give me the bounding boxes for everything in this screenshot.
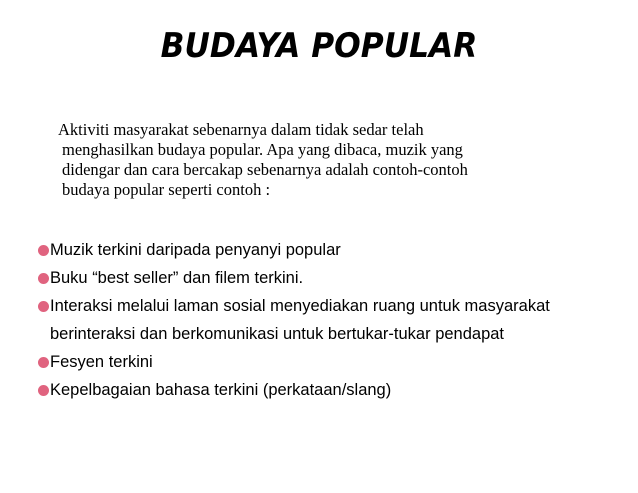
list-item-continuation: [36, 320, 636, 348]
slide-title: BUDAYA POPULAR: [160, 26, 478, 66]
bullet-dot-icon: [38, 301, 49, 312]
list-item: [36, 348, 636, 376]
intro-line: budaya popular seperti contoh :: [62, 180, 271, 199]
list-item-text: Fesyen terkini: [50, 353, 153, 371]
list-item-text: Muzik terkini daripada penyanyi popular: [50, 241, 341, 259]
list-item-text: Interaksi melalui laman sosial menyediakan ruang untuk masyarakat: [50, 297, 550, 315]
bullet-list: [36, 236, 636, 404]
list-item-text: berinteraksi dan berkomunikasi untuk bertukar-tukar pendapat: [50, 325, 505, 343]
list-item: [36, 376, 636, 404]
list-item-text: Kepelbagaian bahasa terkini (perkataan/slang): [50, 381, 392, 399]
intro-line: menghasilkan budaya popular. Apa yang dibaca, muzik yang: [62, 140, 463, 159]
bullet-dot-icon: [38, 245, 49, 256]
bullet-dot-icon: [38, 273, 49, 284]
bullet-dot-icon: [38, 357, 49, 368]
list-item: [36, 292, 636, 320]
list-item: [36, 264, 636, 292]
list-item: [36, 236, 636, 264]
bullet-dot-icon: [38, 385, 49, 396]
intro-line: didengar dan cara bercakap sebenarnya adalah contoh-contoh: [62, 160, 468, 179]
intro-line: Aktiviti masyarakat sebenarnya dalam tidak sedar telah: [58, 120, 424, 139]
intro-paragraph: [58, 120, 578, 200]
list-item-text: Buku “best seller” dan filem terkini.: [50, 269, 304, 287]
